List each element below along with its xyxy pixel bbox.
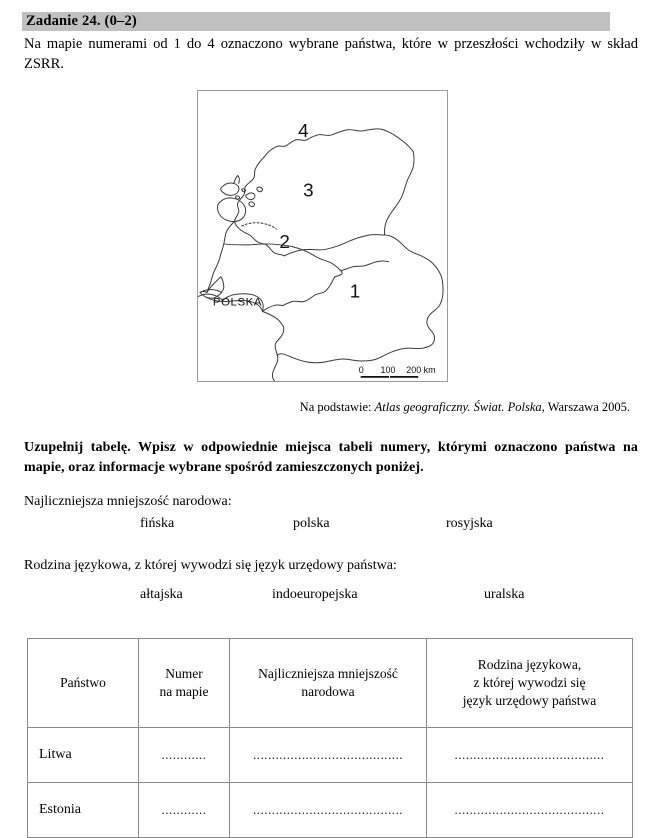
source-title: Atlas geograficzny. Świat. Polska: [374, 400, 542, 414]
answer-field-family-litwa[interactable]: [427, 728, 633, 783]
source-caption: [0, 399, 630, 415]
answer-field-number-estonia[interactable]: [139, 783, 230, 838]
dotted-line: ........................................: [253, 747, 403, 762]
language-option-uralska: uralska: [484, 587, 525, 602]
table-row: [28, 728, 633, 783]
map-figure: [197, 90, 448, 382]
task-intro-text: Na mapie numerami od 1 do 4 oznaczono wybrane państwa, które w przeszłości wchodziły w skład ZSRR.: [24, 36, 638, 72]
task-command-text: Uzupełnij tabelę. Wpisz w odpowiednie miejsca tabeli numery, którymi oznaczono państwa na mapie, oraz informacje wybrane spośród zamieszczonych poniżej.: [24, 440, 638, 475]
header-family-line2: z której wywodzi się: [473, 675, 586, 690]
answer-field-minority-litwa[interactable]: [230, 728, 427, 783]
answer-field-family-estonia[interactable]: [427, 783, 633, 838]
svg-text:100: 100: [380, 364, 396, 375]
dotted-line: ........................................: [253, 802, 403, 817]
minority-option-rosyjska: rosyjska: [446, 516, 493, 531]
map-number-4: 4: [298, 119, 309, 141]
answer-table: [27, 638, 633, 838]
map-number-2: 2: [279, 230, 290, 252]
row-country-estonia: Estonia: [28, 783, 139, 838]
answer-field-number-litwa[interactable]: [139, 728, 230, 783]
svg-text:200 km: 200 km: [406, 364, 436, 375]
task-header-label: Zadanie 24. (0–2): [26, 13, 137, 29]
table-row: [28, 783, 633, 838]
row-country-litwa: Litwa: [28, 728, 139, 783]
header-country-label: Państwo: [60, 675, 106, 690]
header-number-line2: na mapie: [159, 684, 209, 699]
dotted-line: ............: [161, 747, 207, 762]
table-header-row: [28, 639, 633, 728]
language-family-options-row: [0, 586, 664, 604]
minority-option-finska: fińska: [140, 516, 175, 531]
header-cell-minority: [230, 639, 427, 728]
minority-option-polska: polska: [293, 516, 330, 531]
map-label-polska: POLSKA: [212, 296, 263, 309]
svg-text:0: 0: [358, 364, 364, 375]
header-family-line3: język urzędowy państwa: [462, 693, 597, 708]
minority-options-label: Najliczniejsza mniejszość narodowa:: [24, 494, 232, 509]
answer-field-minority-estonia[interactable]: [230, 783, 427, 838]
map-graphic: [198, 91, 447, 381]
header-minority-line1: Najliczniejsza mniejszość: [258, 666, 398, 681]
header-minority-line2: narodowa: [301, 684, 355, 699]
dotted-line: ........................................: [454, 747, 605, 762]
header-cell-language-family: [427, 639, 633, 728]
minority-options-row: [0, 515, 664, 533]
language-option-indoeuropejska: indoeuropejska: [272, 587, 358, 602]
header-family-line1: Rodzina językowa,: [477, 657, 582, 672]
header-number-line1: Numer: [165, 666, 203, 681]
map-number-1: 1: [349, 280, 361, 302]
header-cell-number: [139, 639, 230, 728]
source-suffix: , Warszawa 2005.: [541, 400, 630, 414]
map-number-3: 3: [303, 179, 314, 201]
source-prefix: Na podstawie:: [299, 400, 375, 414]
dotted-line: ............: [161, 802, 207, 817]
map-scale-bar: [359, 365, 436, 379]
language-family-options-label: Rodzina językowa, z której wywodzi się język urzędowy państwa:: [24, 558, 397, 573]
header-cell-country: [28, 639, 139, 728]
dotted-line: ........................................: [454, 802, 605, 817]
language-option-altajska: ałtajska: [140, 587, 183, 602]
